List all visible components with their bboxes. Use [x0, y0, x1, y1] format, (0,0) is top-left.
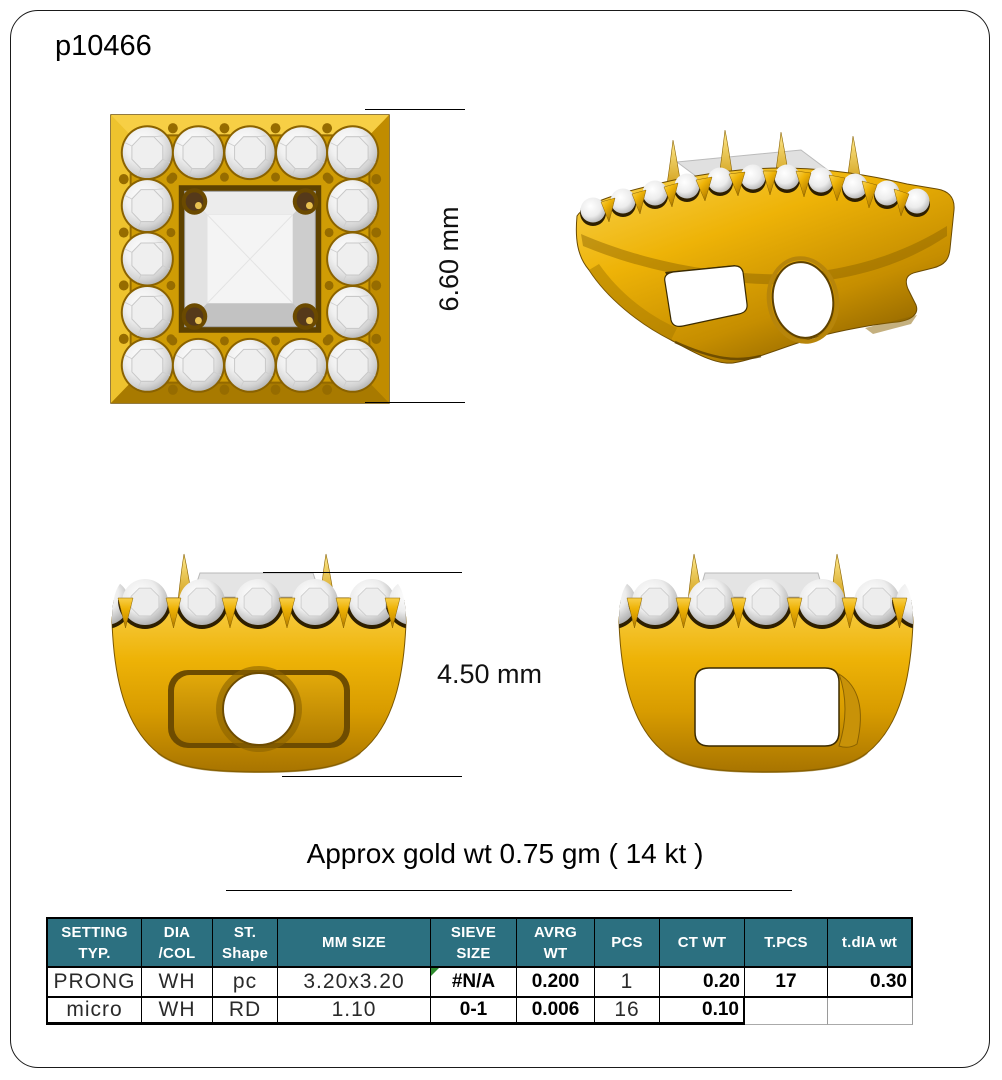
top-view-render: [110, 114, 390, 404]
error-flag-triangle: [431, 968, 439, 976]
column-header-st-shape: ST. Shape: [213, 917, 278, 968]
cell-t-dia-wt-2: [828, 998, 913, 1025]
cell-dia-col-2: WH: [142, 998, 213, 1025]
gold-weight-note: Approx gold wt 0.75 gm ( 14 kt ): [306, 838, 704, 869]
cell-ct-wt-2: 0.10: [660, 998, 745, 1025]
side-view-render: [615, 548, 917, 780]
cell-st-shape-2: RD: [213, 998, 278, 1025]
cell-avrg-wt-2: 0.006: [517, 998, 595, 1025]
cell-dia-col-1: WH: [142, 968, 213, 998]
cell-pcs-1: 1: [595, 968, 660, 998]
cell-st-shape-1: pc: [213, 968, 278, 998]
column-header-t-dia-wt: t.dIA wt: [828, 917, 913, 968]
cell-setting-typ-2: micro: [46, 998, 142, 1025]
cell-sieve-size-1: #N/A: [431, 968, 517, 998]
column-header-setting-typ: SETTING TYP.: [46, 917, 142, 968]
dimension-line-bottom: [365, 402, 465, 403]
column-header-sieve-size: SIEVE SIZE: [431, 917, 517, 968]
cell-sieve-size-2: 0-1: [431, 998, 517, 1025]
design-number: p10466: [55, 30, 152, 62]
column-header-mm-size: MM SIZE: [278, 917, 431, 968]
dimension-line-top: [365, 109, 465, 110]
dimension-line-front-bottom: [282, 776, 462, 777]
column-header-pcs: PCS: [595, 917, 660, 968]
column-header-avrg-wt: AVRG WT: [517, 917, 595, 968]
dimension-label-height: 4.50 mm: [437, 659, 543, 689]
cell-t-pcs-1: 17: [745, 968, 828, 998]
cell-mm-size-2: 1.10: [278, 998, 431, 1025]
cell-t-pcs-2: [745, 998, 828, 1025]
cell-setting-typ-1: PRONG: [46, 968, 142, 998]
dimension-line-front-top: [263, 572, 462, 573]
front-view-render: [108, 548, 410, 780]
cell-mm-size-1: 3.20x3.20: [278, 968, 431, 998]
cell-ct-wt-1: 0.20: [660, 968, 745, 998]
column-header-dia-col: DIA /COL: [142, 917, 213, 968]
perspective-view-render: [565, 118, 963, 373]
column-header-t-pcs: T.PCS: [745, 917, 828, 968]
cell-t-dia-wt-1: 0.30: [828, 968, 913, 998]
column-header-ct-wt: CT WT: [660, 917, 745, 968]
note-underline: [226, 890, 792, 891]
dimension-label-width: 6.60 mm: [434, 206, 464, 312]
spec-table: [46, 917, 913, 1025]
cell-pcs-2: 16: [595, 998, 660, 1025]
cell-avrg-wt-1: 0.200: [517, 968, 595, 998]
